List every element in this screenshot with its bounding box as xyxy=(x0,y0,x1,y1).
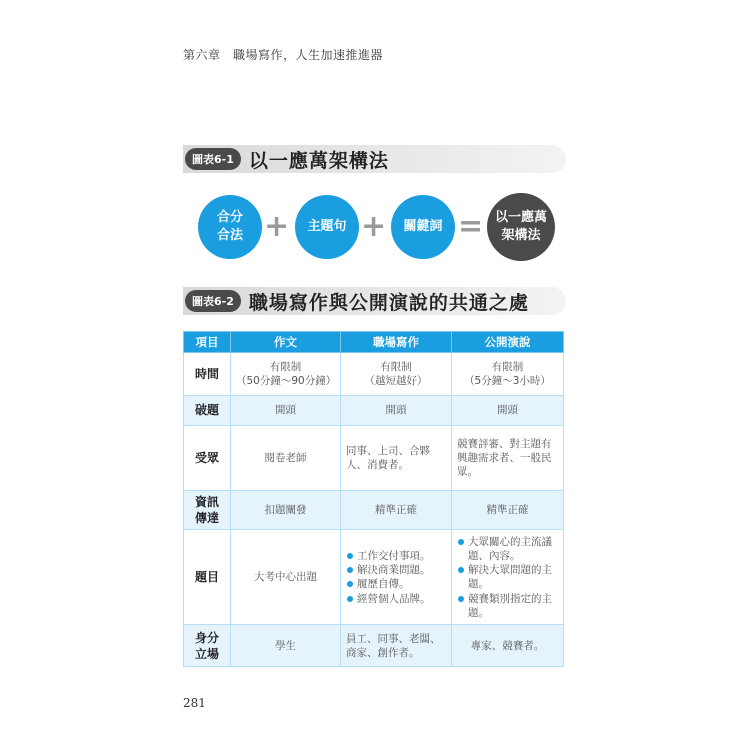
header-workplace-writing: 職場寫作 xyxy=(341,332,452,353)
circle-label: 合分 合法 xyxy=(216,210,243,243)
bullet-list xyxy=(457,535,558,620)
page-number: 281 xyxy=(183,696,206,710)
bullet-list xyxy=(346,549,446,606)
row-label: 受眾 xyxy=(184,426,231,491)
running-header: 第六章 職場寫作，人生加速推進器 xyxy=(183,48,384,62)
table-cell: 員工、同事、老闆、商家、創作者。 xyxy=(341,625,452,667)
header-essay: 作文 xyxy=(231,332,341,353)
plus-icon: + xyxy=(264,209,290,244)
header-public-speaking: 公開演說 xyxy=(452,332,564,353)
bullet-cell-speech xyxy=(452,530,564,625)
table-row xyxy=(184,353,564,396)
row-label: 資訊 傳達 xyxy=(184,491,231,530)
bullet-item: 履歷自傳。 xyxy=(346,577,446,591)
bullet-item: 解決商業問題。 xyxy=(346,563,446,577)
circle-label: 主題句 xyxy=(307,219,347,235)
table-cell: 有限制 （50分鐘～90分鐘） xyxy=(231,353,341,396)
bullet-item: 工作交付事項。 xyxy=(346,549,446,563)
table-cell: 專家、競賽者。 xyxy=(452,625,564,667)
bullet-item: 競賽類別指定的主題。 xyxy=(457,592,558,620)
circle-result-framework xyxy=(487,193,555,261)
bullet-item: 解決大眾問題的主題。 xyxy=(457,563,558,591)
table-cell: 精準正確 xyxy=(452,491,564,530)
table-cell: 開頭 xyxy=(341,396,452,426)
header-item: 項目 xyxy=(184,332,231,353)
circle-keywords xyxy=(391,195,455,259)
figure-6-2-title: 職場寫作與公開演說的共通之處 xyxy=(248,291,529,314)
table-cell: 競賽評審、對主題有興趣需求者、一般民眾。 xyxy=(452,426,564,491)
equals-icon: = xyxy=(458,209,484,244)
table-row xyxy=(184,426,564,491)
table-cell: 學生 xyxy=(231,625,341,667)
bullet-item: 經營個人品牌。 xyxy=(346,592,446,606)
circle-topic-sentence xyxy=(295,195,359,259)
table-cell: 精準正確 xyxy=(341,491,452,530)
bullet-cell-workplace xyxy=(341,530,452,625)
table-cell: 閱卷老師 xyxy=(231,426,341,491)
table-cell: 扣題闡發 xyxy=(231,491,341,530)
row-label: 時間 xyxy=(184,353,231,396)
table-header-row xyxy=(184,332,564,353)
table-cell: 大考中心出題 xyxy=(231,530,341,625)
table-cell: 同事、上司、合夥人、消費者。 xyxy=(341,426,452,491)
circle-label: 關鍵詞 xyxy=(403,219,443,235)
comparison-table xyxy=(183,331,564,667)
table-row xyxy=(184,530,564,625)
row-label: 破題 xyxy=(184,396,231,426)
table-cell: 有限制 （5分鐘～3小時） xyxy=(452,353,564,396)
row-label: 題目 xyxy=(184,530,231,625)
circle-split-merge-method xyxy=(198,195,262,259)
figure-6-2-title-bar xyxy=(183,287,566,315)
table-cell: 開頭 xyxy=(231,396,341,426)
table-cell: 有限制 （越短越好） xyxy=(341,353,452,396)
figure-6-1-badge: 圖表6-1 xyxy=(185,148,241,170)
figure-6-2-badge: 圖表6-2 xyxy=(185,290,241,312)
row-label: 身分 立場 xyxy=(184,625,231,667)
plus-icon: + xyxy=(361,209,387,244)
table-row xyxy=(184,625,564,667)
figure-6-1-title: 以一應萬架構法 xyxy=(248,149,389,172)
table-cell: 開頭 xyxy=(452,396,564,426)
figure-6-1-title-bar xyxy=(183,145,566,173)
table-row xyxy=(184,396,564,426)
circle-label: 以一應萬 架構法 xyxy=(494,210,547,243)
bullet-item: 大眾關心的主流議題、內容。 xyxy=(457,535,558,563)
table-row xyxy=(184,491,564,530)
